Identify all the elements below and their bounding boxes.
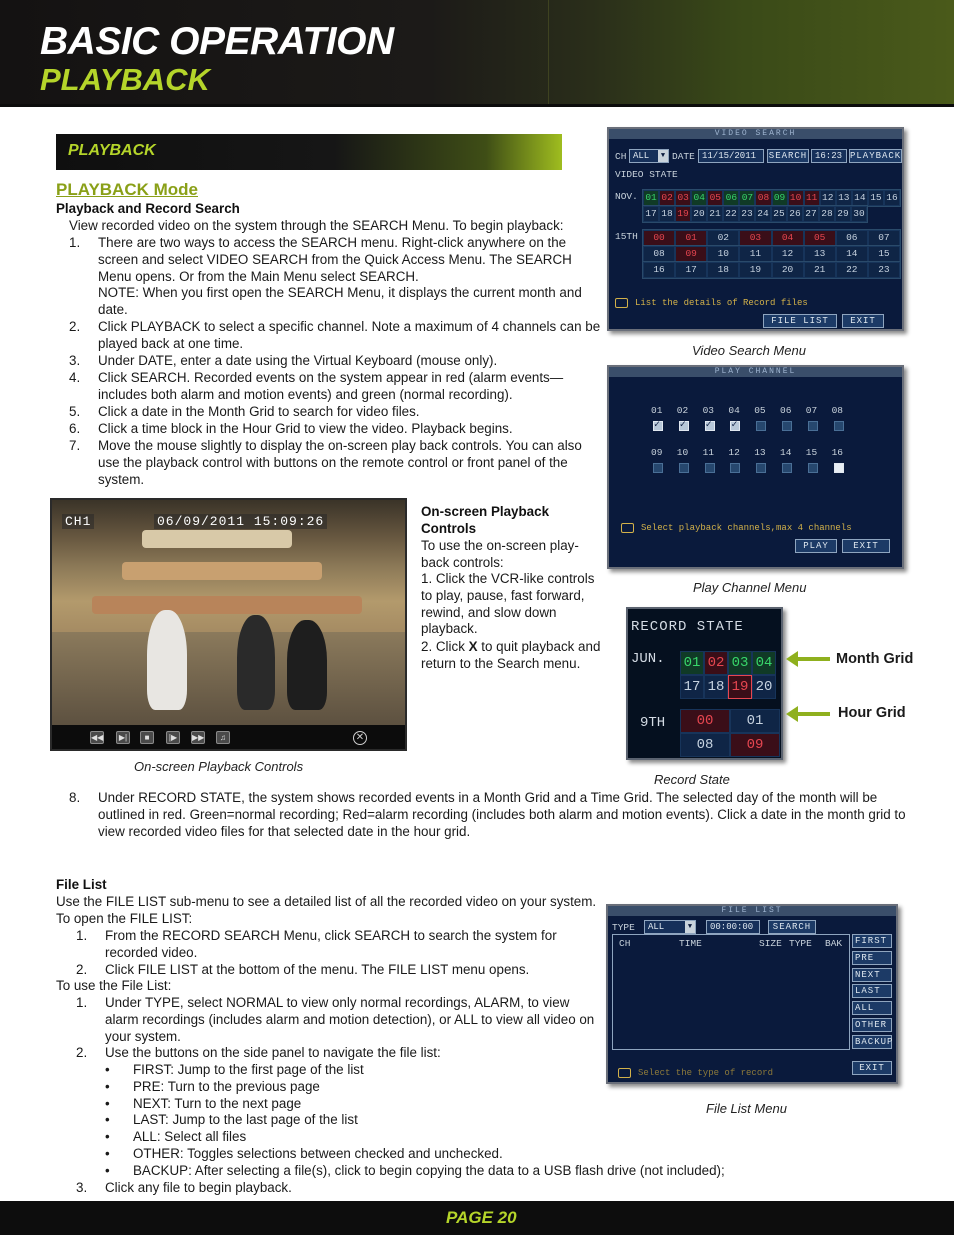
record-cell-00[interactable]: 00 bbox=[680, 709, 730, 733]
use-step-3-text: Click any file to begin playback. bbox=[105, 1180, 292, 1195]
channel-checkbox-12[interactable] bbox=[730, 463, 740, 473]
hour-grid-arrow bbox=[796, 712, 830, 716]
play-button[interactable]: PLAY bbox=[795, 539, 837, 553]
use-step-2 bbox=[76, 1045, 598, 1062]
month-grid-arrow bbox=[796, 657, 830, 661]
record-cell-02[interactable]: 02 bbox=[704, 651, 728, 675]
type-select[interactable] bbox=[644, 920, 696, 934]
file-list-button[interactable]: FILE LIST bbox=[763, 314, 837, 328]
pastry-display bbox=[142, 530, 292, 548]
record-cell-01[interactable]: 01 bbox=[730, 709, 780, 733]
play-channel-exit-button[interactable]: EXIT bbox=[842, 539, 890, 553]
hour-cell-13[interactable]: 13 bbox=[804, 246, 836, 262]
col-size: SIZE bbox=[759, 938, 782, 949]
channel-label-03: 03 bbox=[702, 405, 714, 416]
playback-screenshot bbox=[50, 498, 407, 751]
record-cell-18[interactable]: 18 bbox=[704, 675, 728, 699]
caption-record-state: Record State bbox=[654, 772, 730, 787]
bullet-item bbox=[105, 1112, 805, 1129]
bullet-text: BACKUP: After selecting a file(s), click to begin copying the data to a USB flash drive (not included); bbox=[133, 1162, 725, 1178]
day-cell-22[interactable]: 22 bbox=[723, 206, 739, 222]
step-1-text bbox=[98, 235, 607, 319]
date-label: DATE bbox=[672, 151, 695, 162]
fast-forward-icon[interactable]: ▶▶ bbox=[192, 733, 205, 742]
hour-cell-17[interactable]: 17 bbox=[675, 262, 707, 278]
day-cell-05[interactable]: 05 bbox=[707, 190, 723, 206]
onscreen-step-1: 1. Click the VCR-like controls to play, pause, fast forward, rewind, and slow down playback. bbox=[421, 571, 595, 637]
person bbox=[147, 610, 187, 710]
day-cell-26[interactable]: 26 bbox=[787, 206, 803, 222]
day-cell-03[interactable]: 03 bbox=[675, 190, 691, 206]
video-search-title: VIDEO SEARCH bbox=[609, 129, 902, 139]
open-step-1-text: From the RECORD SEARCH Menu, click SEARCH to search the system for recorded video. bbox=[105, 928, 557, 960]
volume-icon[interactable]: ♫ bbox=[216, 731, 230, 744]
record-cell-04[interactable]: 04 bbox=[752, 651, 776, 675]
day-cell-16[interactable]: 16 bbox=[884, 190, 900, 206]
step-7 bbox=[69, 438, 607, 489]
use-step-2-num: 2. bbox=[76, 1045, 88, 1060]
channel-label-02: 02 bbox=[676, 405, 689, 416]
hour-cell-06[interactable]: 06 bbox=[836, 230, 868, 246]
hour-cell-04[interactable]: 04 bbox=[772, 230, 804, 246]
side-button-first[interactable]: FIRST bbox=[852, 934, 892, 948]
bullet-text: PRE: Turn to the previous page bbox=[133, 1078, 320, 1094]
channel-checkbox-03[interactable] bbox=[705, 421, 715, 431]
step-6-num: 6. bbox=[69, 421, 81, 436]
hour-cell-05[interactable]: 05 bbox=[804, 230, 836, 246]
channel-label-06: 06 bbox=[780, 405, 792, 416]
chevron-down-icon: ▼ bbox=[685, 921, 695, 933]
channel-checkbox-01[interactable] bbox=[653, 421, 663, 431]
use-step-2-text: Use the buttons on the side panel to navigate the file list: bbox=[105, 1045, 441, 1060]
bullet-text: OTHER: Toggles selections between checked and unchecked. bbox=[133, 1145, 503, 1161]
ch-select-value: ALL bbox=[633, 151, 650, 161]
side-button-other[interactable]: OTHER bbox=[852, 1018, 892, 1032]
page-title: BASIC OPERATION bbox=[40, 20, 394, 63]
step-3-num: 3. bbox=[69, 353, 81, 368]
side-button-backup[interactable]: BACKUP bbox=[852, 1035, 892, 1049]
play-channel-title: PLAY CHANNEL bbox=[609, 367, 902, 377]
onscreen-step-2-prefix: 2. Click bbox=[421, 639, 469, 654]
bullet-item bbox=[105, 1163, 805, 1180]
video-state-label: VIDEO STATE bbox=[615, 169, 678, 180]
day-cell-04[interactable]: 04 bbox=[691, 190, 707, 206]
channel-checkbox-07[interactable] bbox=[808, 421, 818, 431]
channel-checkbox-16[interactable] bbox=[834, 463, 844, 473]
time-input[interactable]: 16:23 bbox=[811, 149, 847, 163]
play-pause-icon[interactable]: |▶ bbox=[166, 731, 180, 744]
channel-label-01: 01 bbox=[651, 405, 663, 416]
bullet-icon: • bbox=[105, 1162, 110, 1178]
onscreen-step-2 bbox=[421, 639, 605, 673]
day-cell-13[interactable]: 13 bbox=[836, 190, 852, 206]
step-1 bbox=[69, 235, 607, 319]
step-1-num: 1. bbox=[69, 235, 81, 250]
day-cell-01[interactable]: 01 bbox=[643, 190, 659, 206]
record-cell-01[interactable]: 01 bbox=[680, 651, 704, 675]
day-cell-20[interactable]: 20 bbox=[691, 206, 707, 222]
month-label: NOV. bbox=[615, 191, 638, 202]
hour-cell-08[interactable]: 08 bbox=[643, 246, 675, 262]
day-cell-06[interactable]: 06 bbox=[723, 190, 739, 206]
side-button-next[interactable]: NEXT bbox=[852, 968, 892, 982]
channel-label-12: 12 bbox=[728, 447, 740, 458]
record-cell-03[interactable]: 03 bbox=[728, 651, 752, 675]
hour-cell-15[interactable]: 15 bbox=[868, 246, 900, 262]
search-button[interactable]: SEARCH bbox=[768, 151, 808, 161]
bullet-icon: • bbox=[105, 1145, 110, 1161]
file-list-heading: File List bbox=[56, 877, 107, 892]
channel-checkbox-14[interactable] bbox=[782, 463, 792, 473]
day-cell-12[interactable]: 12 bbox=[820, 190, 836, 206]
camera-datetime-osd: 06/09/2011 15:09:26 bbox=[154, 514, 327, 529]
message-icon bbox=[618, 1068, 631, 1078]
month-grid-row-2 bbox=[642, 205, 868, 223]
step-3 bbox=[69, 353, 607, 370]
day-cell-24[interactable]: 24 bbox=[755, 206, 771, 222]
channel-label-15: 15 bbox=[805, 447, 818, 458]
record-state-hour-label: 9TH bbox=[640, 715, 666, 731]
header-rule bbox=[0, 104, 954, 107]
step-6 bbox=[69, 421, 607, 438]
channel-label-13: 13 bbox=[754, 447, 766, 458]
stop-icon[interactable]: ■ bbox=[140, 731, 154, 744]
file-list-exit-button[interactable]: EXIT bbox=[852, 1061, 892, 1075]
open-step-1-num: 1. bbox=[76, 928, 88, 943]
open-step-2-text: Click FILE LIST at the bottom of the menu. The FILE LIST menu opens. bbox=[105, 962, 530, 977]
channel-checkbox-15[interactable] bbox=[808, 463, 818, 473]
file-list-menu-title: FILE LIST bbox=[608, 906, 896, 916]
bullet-icon: • bbox=[105, 1095, 110, 1111]
onscreen-intro: To use the on-screen play-back controls: bbox=[421, 538, 579, 570]
channel-checkbox-11[interactable] bbox=[705, 463, 715, 473]
channel-label-11: 11 bbox=[702, 447, 714, 458]
playback-control-bar bbox=[52, 725, 405, 751]
channel-label-09: 09 bbox=[651, 447, 663, 458]
onscreen-step-2-key: X bbox=[468, 639, 478, 654]
bullet-text: NEXT: Turn to the next page bbox=[133, 1095, 302, 1111]
bullet-item bbox=[105, 1096, 805, 1113]
channel-checkbox-06[interactable] bbox=[782, 421, 792, 431]
channel-label-14: 14 bbox=[780, 447, 792, 458]
step-7-num: 7. bbox=[69, 438, 81, 453]
use-step-3-num: 3. bbox=[76, 1180, 88, 1195]
step-1-note: NOTE: When you first open the SEARCH Menu, it displays the current month and date. bbox=[98, 285, 582, 318]
channel-checkbox-04[interactable] bbox=[730, 421, 740, 431]
file-list-use-steps bbox=[76, 995, 598, 1062]
file-list-message: Select the type of record bbox=[638, 1068, 774, 1078]
playback-steps bbox=[69, 235, 607, 489]
camera-image bbox=[52, 500, 405, 725]
channel-label-07: 07 bbox=[805, 405, 818, 416]
pastry-display bbox=[122, 562, 322, 580]
bullet-text: ALL: Select all files bbox=[133, 1129, 247, 1145]
day-cell-28[interactable]: 28 bbox=[819, 206, 835, 222]
channel-label-16: 16 bbox=[831, 447, 843, 458]
hour-cell-22[interactable]: 22 bbox=[836, 262, 868, 278]
file-list-time-input[interactable]: 00:00:00 bbox=[706, 920, 760, 934]
step-8-num: 8. bbox=[69, 790, 81, 805]
open-step-2 bbox=[76, 962, 598, 979]
hour-cell-14[interactable]: 14 bbox=[836, 246, 868, 262]
day-cell-21[interactable]: 21 bbox=[707, 206, 723, 222]
step-5-text: Click a date in the Month Grid to search for video files. bbox=[98, 404, 420, 419]
file-list-intro: Use the FILE LIST sub-menu to see a detailed list of all the recorded video on your system. To open the FILE LIST: bbox=[56, 894, 597, 926]
day-cell-17[interactable]: 17 bbox=[643, 206, 659, 222]
step-2-text: Click PLAYBACK to select a specific channel. Note a maximum of 4 channels can be played back at one time. bbox=[98, 319, 601, 351]
day-cell-02[interactable]: 02 bbox=[659, 190, 675, 206]
file-list-table bbox=[612, 934, 850, 1050]
bullet-text: LAST: Jump to the last page of the list bbox=[133, 1112, 358, 1128]
record-cell-17[interactable]: 17 bbox=[680, 675, 704, 699]
onscreen-step-2-suffix: to quit playback and return to the Search menu. bbox=[421, 639, 601, 671]
type-label: TYPE bbox=[612, 922, 635, 933]
month-grid-label: Month Grid bbox=[836, 651, 914, 667]
bullet-text: FIRST: Jump to the first page of the list bbox=[133, 1062, 364, 1077]
play-channel-menu bbox=[607, 365, 904, 569]
channel-checkbox-08[interactable] bbox=[834, 421, 844, 431]
hour-cell-12[interactable]: 12 bbox=[772, 246, 804, 262]
col-ch: CH bbox=[619, 938, 631, 949]
day-cell-09[interactable]: 09 bbox=[772, 190, 788, 206]
bullet-icon: • bbox=[105, 1129, 110, 1145]
day-cell-08[interactable]: 08 bbox=[755, 190, 771, 206]
record-state-zoom bbox=[626, 607, 783, 760]
open-step-2-num: 2. bbox=[76, 962, 88, 977]
section-tab bbox=[56, 134, 562, 170]
day-cell-29[interactable]: 29 bbox=[835, 206, 851, 222]
message-icon bbox=[615, 298, 628, 308]
channel-label-05: 05 bbox=[754, 405, 766, 416]
day-cell-11[interactable]: 11 bbox=[804, 190, 820, 206]
bullet-item bbox=[105, 1146, 805, 1163]
record-cell-19[interactable]: 19 bbox=[728, 675, 752, 699]
hour-cell-21[interactable]: 21 bbox=[804, 262, 836, 278]
hour-cell-01[interactable]: 01 bbox=[675, 230, 707, 246]
use-step-1-text: Under TYPE, select NORMAL to view only normal recordings, ALARM, to view alarm recordings (includes alarm and motion detection), or ALL to view all video on your system. bbox=[105, 995, 595, 1044]
ch-label: CH bbox=[615, 151, 627, 162]
video-search-menu bbox=[607, 127, 904, 331]
side-button-last[interactable]: LAST bbox=[852, 984, 892, 998]
page-number: PAGE 20 bbox=[446, 1208, 517, 1227]
side-button-pre[interactable]: PRE bbox=[852, 951, 892, 965]
day-cell-14[interactable]: 14 bbox=[852, 190, 868, 206]
hour-cell-23[interactable]: 23 bbox=[868, 262, 900, 278]
hour-grid-label: Hour Grid bbox=[838, 705, 906, 721]
playback-button[interactable]: PLAYBACK bbox=[850, 151, 902, 161]
person bbox=[287, 620, 327, 710]
day-cell-10[interactable]: 10 bbox=[788, 190, 804, 206]
playback-mode-heading: PLAYBACK Mode bbox=[56, 180, 198, 199]
use-step-1 bbox=[76, 995, 598, 1045]
day-cell-25[interactable]: 25 bbox=[771, 206, 787, 222]
side-button-all[interactable]: ALL bbox=[852, 1001, 892, 1015]
hour-cell-11[interactable]: 11 bbox=[739, 246, 771, 262]
header-divider bbox=[548, 0, 549, 107]
page-footer bbox=[0, 1201, 954, 1235]
day-cell-19[interactable]: 19 bbox=[675, 206, 691, 222]
hour-label: 15TH bbox=[615, 231, 638, 242]
record-cell-09[interactable]: 09 bbox=[730, 733, 780, 757]
video-search-exit-button[interactable]: EXIT bbox=[842, 314, 884, 328]
video-search-message: List the details of Record files bbox=[635, 298, 808, 308]
bullet-item bbox=[105, 1129, 805, 1146]
channel-checkbox-05[interactable] bbox=[756, 421, 766, 431]
caption-video-search: Video Search Menu bbox=[692, 343, 806, 358]
day-cell-07[interactable]: 07 bbox=[739, 190, 755, 206]
rewind-icon[interactable]: ◀◀ bbox=[91, 733, 104, 742]
channel-checkbox-09[interactable] bbox=[653, 463, 663, 473]
channel-label-04: 04 bbox=[728, 405, 740, 416]
page-header bbox=[0, 0, 954, 107]
caption-play-channel: Play Channel Menu bbox=[693, 580, 807, 595]
camera-channel-osd: CH1 bbox=[62, 514, 94, 529]
channel-label-10: 10 bbox=[676, 447, 689, 458]
play-channel-message: Select playback channels,max 4 channels bbox=[641, 523, 852, 533]
hour-cell-07[interactable]: 07 bbox=[868, 230, 900, 246]
step-5-num: 5. bbox=[69, 404, 81, 419]
caption-onscreen-controls: On-screen Playback Controls bbox=[134, 759, 304, 774]
day-cell-30[interactable]: 30 bbox=[851, 206, 867, 222]
playback-record-heading: Playback and Record Search bbox=[56, 201, 240, 216]
hour-cell-16[interactable]: 16 bbox=[643, 262, 675, 278]
pastry-display bbox=[92, 596, 362, 614]
message-icon bbox=[621, 523, 634, 533]
type-select-value: ALL bbox=[648, 922, 665, 932]
record-state-month: JUN. bbox=[631, 651, 665, 667]
onscreen-heading: On-screen Playback Controls bbox=[421, 504, 550, 536]
col-time: TIME bbox=[679, 938, 702, 949]
page-subtitle: PLAYBACK bbox=[40, 62, 210, 97]
hour-cell-02[interactable]: 02 bbox=[707, 230, 739, 246]
ch-select[interactable] bbox=[629, 149, 669, 163]
use-step-1-num: 1. bbox=[76, 995, 88, 1010]
caption-file-list: File List Menu bbox=[706, 1101, 787, 1116]
step-2-num: 2. bbox=[69, 319, 81, 334]
bullet-icon: • bbox=[105, 1062, 110, 1077]
step-5 bbox=[69, 404, 607, 421]
step-7-text: Move the mouse slightly to display the on-screen play back controls. You can also use the playback control with buttons on the remote control or front panel of the system. bbox=[98, 438, 582, 487]
channel-checkbox-02[interactable] bbox=[679, 421, 689, 431]
hour-grid-row-3 bbox=[642, 261, 901, 279]
open-step-1 bbox=[76, 928, 598, 962]
chevron-down-icon: ▼ bbox=[658, 150, 668, 162]
step-2 bbox=[69, 319, 607, 353]
step-4-num: 4. bbox=[69, 370, 81, 385]
file-list-use-intro: To use the File List: bbox=[56, 978, 172, 993]
file-list-open-steps bbox=[76, 928, 598, 979]
step-3-text: Under DATE, enter a date using the Virtual Keyboard (mouse only). bbox=[98, 353, 498, 368]
day-cell-15[interactable]: 15 bbox=[868, 190, 884, 206]
hour-cell-20[interactable]: 20 bbox=[772, 262, 804, 278]
record-state-title: RECORD STATE bbox=[631, 619, 744, 635]
record-cell-08[interactable]: 08 bbox=[680, 733, 730, 757]
step-8-text: Under RECORD STATE, the system shows recorded events in a Month Grid and a Time Grid. The selected day of the month will be outlined in red. Green=normal recording; Red=alarm recording (includes both alarm and motion events). Click a date in the month grid to view recorded video files for that selected date in the hour grid. bbox=[98, 790, 906, 839]
close-icon[interactable]: ✕ bbox=[353, 731, 367, 745]
step-6-text: Click a time block in the Hour Grid to view the video. Playback begins. bbox=[98, 421, 513, 436]
file-list-menu bbox=[606, 904, 898, 1084]
hour-cell-03[interactable]: 03 bbox=[739, 230, 771, 246]
hour-cell-18[interactable]: 18 bbox=[707, 262, 739, 278]
hour-cell-19[interactable]: 19 bbox=[739, 262, 771, 278]
floor bbox=[52, 632, 405, 725]
col-type: TYPE bbox=[789, 938, 812, 949]
day-cell-23[interactable]: 23 bbox=[739, 206, 755, 222]
step-4 bbox=[69, 370, 607, 404]
hour-cell-00[interactable]: 00 bbox=[643, 230, 675, 246]
date-input[interactable]: 11/15/2011 bbox=[698, 149, 764, 163]
channel-label-08: 08 bbox=[831, 405, 843, 416]
hour-cell-09[interactable]: 09 bbox=[675, 246, 707, 262]
bullet-icon: • bbox=[105, 1078, 110, 1094]
day-cell-27[interactable]: 27 bbox=[803, 206, 819, 222]
day-cell-18[interactable]: 18 bbox=[659, 206, 675, 222]
bullet-icon: • bbox=[105, 1112, 110, 1128]
channel-checkbox-13[interactable] bbox=[756, 463, 766, 473]
hour-cell-10[interactable]: 10 bbox=[707, 246, 739, 262]
step-icon[interactable]: ▶| bbox=[116, 731, 130, 744]
person bbox=[237, 615, 275, 710]
playback-intro: View recorded video on the system through the SEARCH Menu. To begin playback: bbox=[69, 218, 564, 233]
record-cell-20[interactable]: 20 bbox=[752, 675, 776, 699]
col-bak: BAK bbox=[825, 938, 843, 949]
file-list-search-button[interactable]: SEARCH bbox=[768, 920, 816, 934]
step-1-body: There are two ways to access the SEARCH menu. Right-click anywhere on the screen and select VIDEO SEARCH from the Quick Access Menu. The SEARCH Menu opens. Or from the Main Menu select SEARCH. bbox=[98, 235, 572, 284]
section-tab-label: PLAYBACK bbox=[68, 142, 156, 159]
channel-checkbox-10[interactable] bbox=[679, 463, 689, 473]
step-4-text: Click SEARCH. Recorded events on the system appear in red (alarm events—includes both alarm and motion events) and green (normal recording). bbox=[98, 370, 564, 402]
